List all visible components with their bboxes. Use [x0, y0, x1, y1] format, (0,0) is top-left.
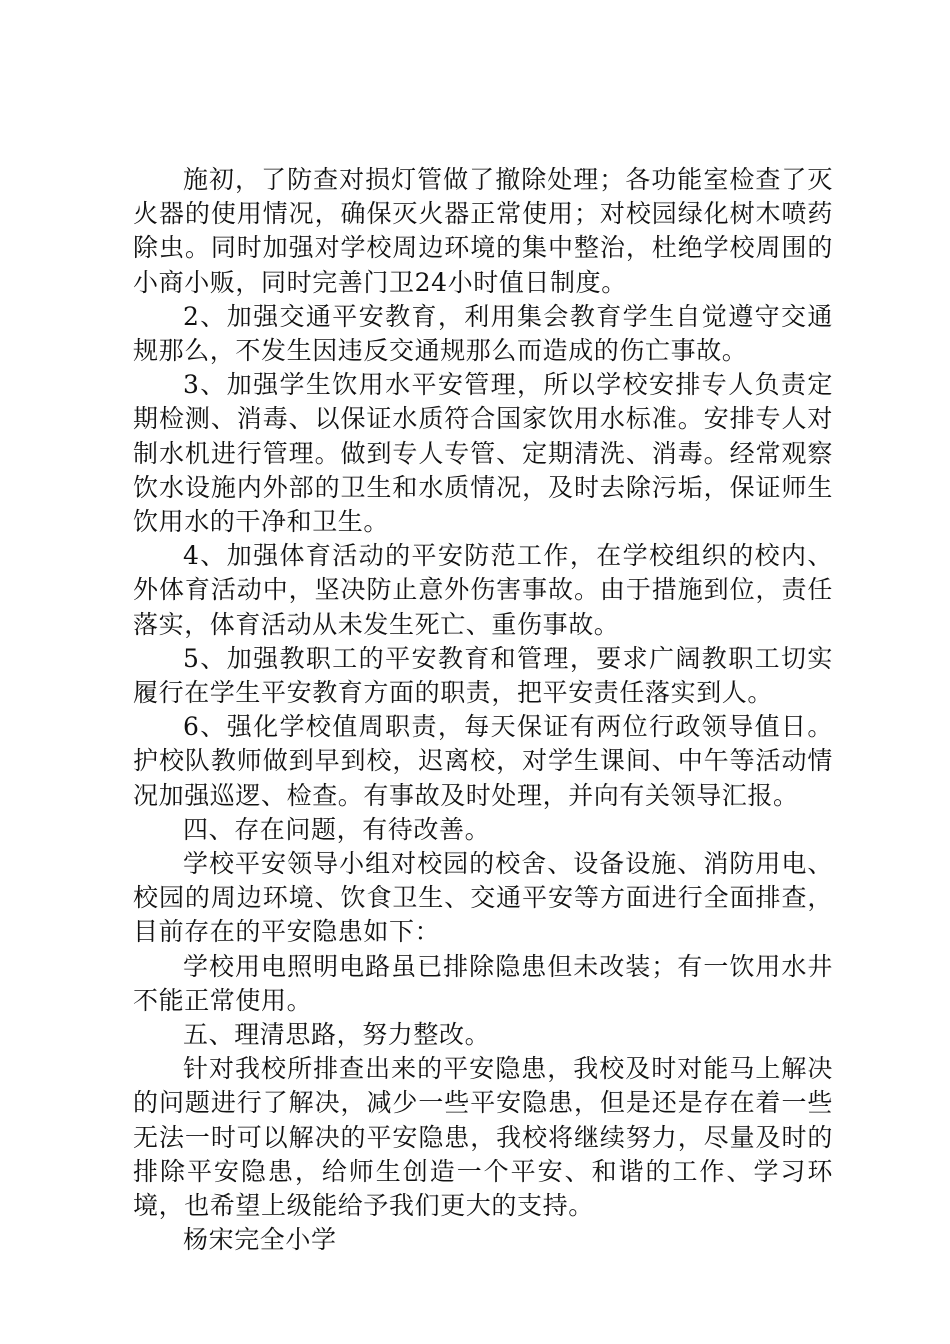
- document-body: [133, 163, 833, 1258]
- paragraph-duty-system: 6、强化学校值周职责，每天保证有两位行政领导值日。护校队教师做到早到校，迟离校，对学生课间、中午等活动情况加强巡逻、检查。有事故及时处理，并向有关领导汇报。: [133, 712, 833, 810]
- paragraph-safety-facilities: 施初，了防查对损灯管做了撤除处理；各功能室检查了灭火器的使用情况，确保灭火器正常使用；对校园绿化树木喷药除虫。同时加强对学校周边环境的集中整治，杜绝学校周围的小商小贩，同时完善门卫24小时值日制度。: [133, 165, 833, 297]
- section-heading-problems: 四、存在问题，有待改善。: [183, 814, 491, 844]
- signature-school-name: 杨宋完全小学: [183, 1225, 337, 1255]
- paragraph-sports-safety: 4、加强体育活动的平安防范工作，在学校组织的校内、外体育活动中，坚决防止意外伤害事故。由于措施到位，责任落实，体育活动从未发生死亡、重伤事故。: [133, 541, 833, 639]
- paragraph-rectification: 针对我校所排查出来的平安隐患，我校及时对能马上解决的问题进行了解决，减少一些平安隐患，但是还是存在着一些无法一时可以解决的平安隐患，我校将继续努力，尽量及时的排除平安隐患，给师生创造一个平安、和谐的工作、学习环境，也希望上级能给予我们更大的支持。: [133, 1054, 833, 1221]
- paragraph-traffic-safety: 2、加强交通平安教育，利用集会教育学生自觉遵守交通规那么，不发生因违反交通规那么而造成的伤亡事故。: [133, 301, 833, 366]
- paragraph-hazards: 学校用电照明电路虽已排除隐患但未改装；有一饮用水井不能正常使用。: [133, 951, 833, 1015]
- paragraph-staff-education: 5、加强教职工的平安教育和管理，要求广阔教职工切实履行在学生平安教育方面的职责，把平安责任落实到人。: [133, 643, 833, 708]
- paragraph-inspection: 学校平安领导小组对校园的校舍、设备设施、消防用电、校园的周边环境、饮食卫生、交通平安等方面进行全面排查，目前存在的平安隐患如下：: [133, 849, 833, 947]
- paragraph-drinking-water: 3、加强学生饮用水平安管理，所以学校安排专人负责定期检测、消毒、以保证水质符合国家饮用水标准。安排专人对制水机进行管理。做到专人专管、定期清洗、消毒。经常观察饮水设施内外部的卫生和水质情况，及时去除污垢，保证师生饮用水的干净和卫生。: [133, 370, 833, 537]
- section-heading-rectification: 五、理清思路，努力整改。: [183, 1020, 491, 1050]
